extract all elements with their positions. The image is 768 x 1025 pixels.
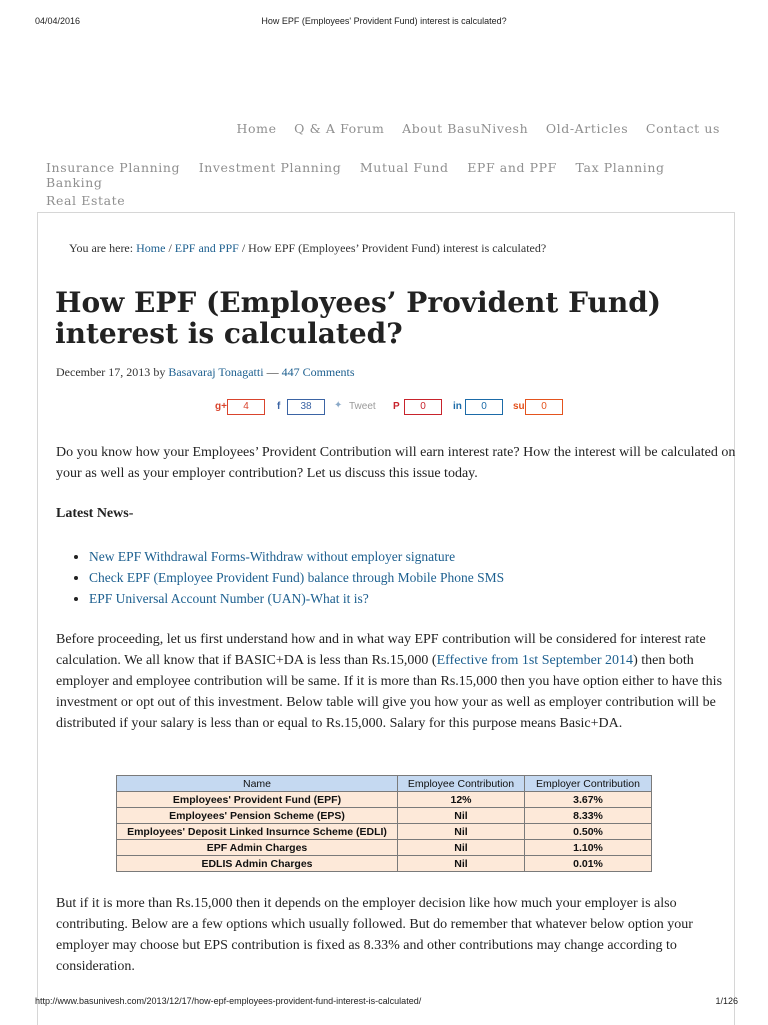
list-item <box>89 567 504 588</box>
latest-news-heading: Latest News- <box>56 506 134 521</box>
table-cell: Employees' Deposit Linked Insurnce Scheme (EDLI) <box>117 824 398 840</box>
stumbleupon-icon: su <box>513 401 525 412</box>
tweet-label: Tweet <box>349 401 376 412</box>
list-item <box>89 546 504 567</box>
table-row <box>117 792 652 808</box>
column-header: Employee Contribution <box>398 776 525 792</box>
twitter-share-button[interactable] <box>334 399 384 415</box>
page-title: How EPF (Employees’ Provident Fund) interest is calculated? <box>55 286 662 350</box>
print-footer <box>0 996 768 1010</box>
body-paragraph <box>56 629 736 734</box>
paragraph-text: ) then both employer and employee contribution will be same. If it is more than Rs.15,000 then you have option either to have this investment or opt out of this investment. Below table will give you how your as well as employer contribution will be distributed if your salary is less than or equal to Rs.15,000. Salary for this purpose means Basic+DA. <box>56 653 723 731</box>
effective-date-link[interactable]: Effective from 1st September 2014 <box>436 653 634 668</box>
category-nav-row2 <box>46 193 125 208</box>
breadcrumb-home[interactable]: Home <box>136 241 166 255</box>
table-row <box>117 824 652 840</box>
pinterest-count: 0 <box>404 399 442 415</box>
facebook-icon: f <box>277 401 281 412</box>
table-cell: Nil <box>398 824 525 840</box>
breadcrumb <box>69 241 546 256</box>
twitter-bird-icon: ✦ <box>334 400 343 411</box>
latest-news-list <box>73 546 504 609</box>
list-item <box>89 588 504 609</box>
category-nav <box>46 160 736 190</box>
facebook-share-button[interactable] <box>277 399 327 415</box>
table-cell: 8.33% <box>525 808 652 824</box>
breadcrumb-separator: / <box>238 241 249 255</box>
print-date: 04/04/2016 <box>35 16 81 26</box>
nav-home[interactable]: Home <box>236 121 277 136</box>
news-link[interactable]: EPF Universal Account Number (UAN)-What it is? <box>89 591 369 606</box>
table-cell: Employees' Pension Scheme (EPS) <box>117 808 398 824</box>
table-cell: 3.67% <box>525 792 652 808</box>
column-header: Name <box>117 776 398 792</box>
nav-contact[interactable]: Contact us <box>645 121 720 136</box>
body-paragraph-2: But if it is more than Rs.15,000 then it depends on the employer decision like how much your employer is also contributing. Below are a few options which usually followed. But do remember that whatever below option your employer may choose but EPS contribution is fixed as 8.33% and other contributions may change according to consideration. <box>56 896 693 974</box>
paragraph-text: Before proceeding, let us first understand how and in what way EPF contribution will be considered for interest rate calculation. We all know that if BASIC+DA is less than Rs.15,000 ( <box>56 632 706 668</box>
stumbleupon-share-button[interactable] <box>513 399 563 415</box>
print-title: How EPF (Employees' Provident Fund) interest is calculated? <box>261 16 507 26</box>
meta-dash: — <box>263 365 282 379</box>
linkedin-count: 0 <box>465 399 503 415</box>
post-meta <box>56 365 355 380</box>
nav-banking[interactable]: Banking <box>46 175 103 190</box>
print-header <box>0 16 768 30</box>
table-cell: EDLIS Admin Charges <box>117 856 398 872</box>
table-cell: 0.01% <box>525 856 652 872</box>
gplus-icon: g+ <box>215 401 227 412</box>
page-number: 1/126 <box>715 996 738 1006</box>
column-header: Employer Contribution <box>525 776 652 792</box>
nav-old-articles[interactable]: Old-Articles <box>545 121 629 136</box>
nav-mutual-fund[interactable]: Mutual Fund <box>359 160 449 175</box>
stumbleupon-count: 0 <box>525 399 563 415</box>
breadcrumb-epf-ppf[interactable]: EPF and PPF <box>174 241 239 255</box>
table-row <box>117 840 652 856</box>
linkedin-share-button[interactable] <box>453 399 503 415</box>
table-cell: Employees' Provident Fund (EPF) <box>117 792 398 808</box>
breadcrumb-prefix: You are here: <box>69 241 137 255</box>
table-row <box>117 856 652 872</box>
comments-link[interactable]: 447 Comments <box>281 365 355 379</box>
pinterest-share-button[interactable] <box>393 399 443 415</box>
breadcrumb-current: How EPF (Employees’ Provident Fund) interest is calculated? <box>248 241 547 255</box>
table-cell: 12% <box>398 792 525 808</box>
breadcrumb-separator: / <box>165 241 175 255</box>
table-cell: EPF Admin Charges <box>117 840 398 856</box>
table-cell: Nil <box>398 840 525 856</box>
gplus-count: 4 <box>227 399 265 415</box>
nav-real-estate[interactable]: Real Estate <box>46 193 126 208</box>
nav-about[interactable]: About BasuNivesh <box>402 121 529 136</box>
print-url: http://www.basunivesh.com/2013/12/17/how-epf-employees-provident-fund-interest-is-calculated/ <box>35 996 422 1006</box>
table-cell: Nil <box>398 856 525 872</box>
table-row <box>117 808 652 824</box>
table-cell: Nil <box>398 808 525 824</box>
linkedin-icon: in <box>453 401 462 412</box>
nav-tax-planning[interactable]: Tax Planning <box>575 160 665 175</box>
post-date: December 17, 2013 <box>56 365 151 379</box>
news-link[interactable]: New EPF Withdrawal Forms-Withdraw without employer signature <box>89 549 456 564</box>
table-cell: 1.10% <box>525 840 652 856</box>
table-cell: 0.50% <box>525 824 652 840</box>
intro-paragraph: Do you know how your Employees’ Provident Contribution will earn interest rate? How the interest will be calculated on your as well as your employer contribution? Let us discuss this issue today. <box>56 445 736 481</box>
table-header-row <box>117 776 652 792</box>
gplus-share-button[interactable] <box>215 399 265 415</box>
nav-epf-ppf[interactable]: EPF and PPF <box>467 160 557 175</box>
share-bar <box>0 399 768 419</box>
nav-qa-forum[interactable]: Q & A Forum <box>294 121 385 136</box>
author-link[interactable]: Basavaraj Tonagatti <box>168 365 264 379</box>
post-by: by <box>150 365 169 379</box>
news-link[interactable]: Check EPF (Employee Provident Fund) balance through Mobile Phone SMS <box>89 570 505 585</box>
facebook-count: 38 <box>287 399 325 415</box>
primary-nav <box>224 121 721 136</box>
nav-investment-planning[interactable]: Investment Planning <box>198 160 342 175</box>
nav-insurance-planning[interactable]: Insurance Planning <box>46 160 181 175</box>
pinterest-icon: P <box>393 401 400 412</box>
contribution-table <box>116 775 652 872</box>
